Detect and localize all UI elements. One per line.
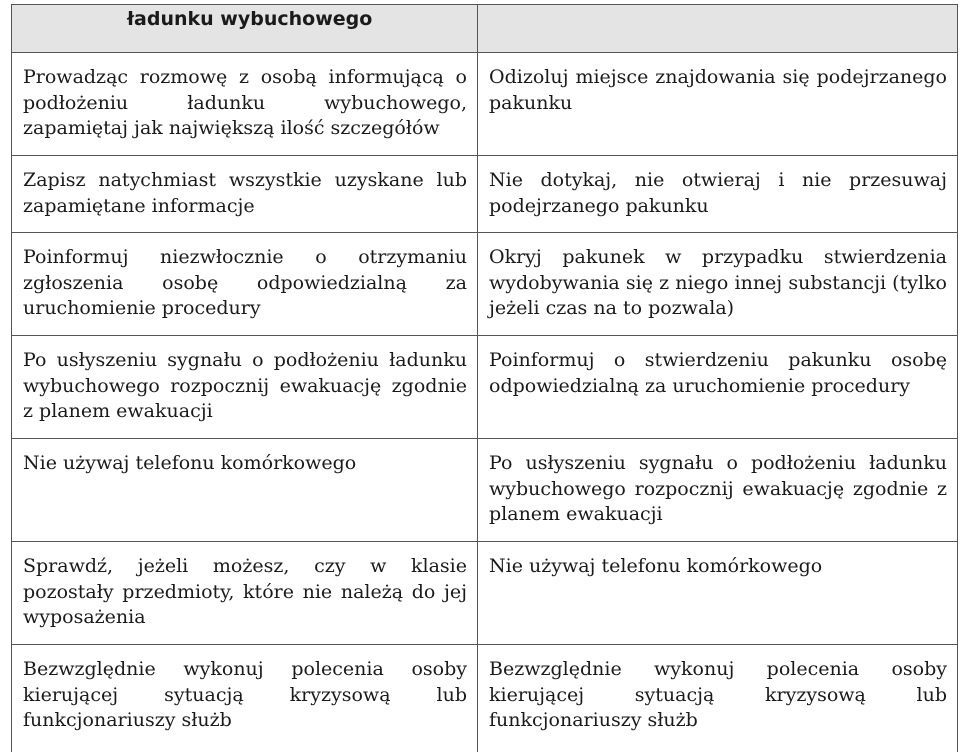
table-cell-right: Okryj pakunek w przypadku stwierdzenia wydobywania się z niego innej substancji (tylko jeżeli czas na to pozwala) [478, 233, 958, 336]
procedure-table [11, 4, 958, 752]
table-cell-left: Nie używaj telefonu komórkowego [12, 439, 478, 542]
table-cell-right: Odizoluj miejsce znajdowania się podejrzanego pakunku [478, 53, 958, 156]
table-cell-right: Poinformuj o stwierdzeniu pakunku osobę odpowiedzialną za uruchomienie procedury [478, 336, 958, 439]
table-cell-left: Bezwzględnie wykonuj polecenia osoby kierującej sytuacją kryzysową lub funkcjonariuszy służb [12, 645, 478, 752]
header-cell-right [478, 5, 958, 53]
table-row [12, 439, 958, 542]
table-header-row [12, 5, 958, 53]
table-row [12, 53, 958, 156]
table-row [12, 645, 958, 752]
table-cell-left: Prowadząc rozmowę z osobą informującą o podłożeniu ładunku wybuchowego, zapamiętaj jak największą ilość szczegółów [12, 53, 478, 156]
table-cell-left: Po usłyszeniu sygnału o podłożeniu ładunku wybuchowego rozpocznij ewakuację zgodnie z planem ewakuacji [12, 336, 478, 439]
table-row [12, 542, 958, 645]
table-row [12, 336, 958, 439]
table-row [12, 156, 958, 233]
table-row [12, 233, 958, 336]
table-cell-left: Sprawdź, jeżeli możesz, czy w klasie pozostały przedmioty, które nie należą do jej wyposażenia [12, 542, 478, 645]
table-cell-right: Po usłyszeniu sygnału o podłożeniu ładunku wybuchowego rozpocznij ewakuację zgodnie z planem ewakuacji [478, 439, 958, 542]
header-cell-left [12, 5, 478, 53]
table-cell-right: Bezwzględnie wykonuj polecenia osoby kierującej sytuacją kryzysową lub funkcjonariuszy służb [478, 645, 958, 752]
table-cell-left: Poinformuj niezwłocznie o otrzymaniu zgłoszenia osobę odpowiedzialną za uruchomienie procedury [12, 233, 478, 336]
table-cell-right: Nie dotykaj, nie otwieraj i nie przesuwaj podejrzanego pakunku [478, 156, 958, 233]
table-cell-left: Zapisz natychmiast wszystkie uzyskane lub zapamiętane informacje [12, 156, 478, 233]
table-cell-right: Nie używaj telefonu komórkowego [478, 542, 958, 645]
header-title: ładunku wybuchowego [127, 8, 373, 30]
